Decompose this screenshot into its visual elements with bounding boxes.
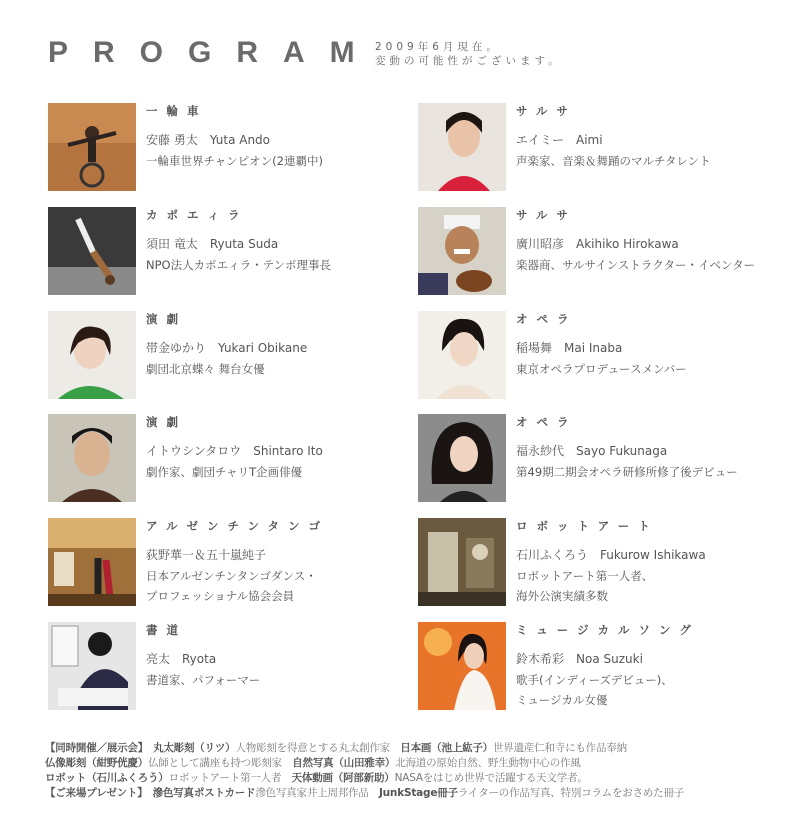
- desc-line: プロフェッショナル協会会員: [146, 589, 295, 603]
- genre-label: サルサ: [516, 208, 577, 222]
- performer-desc: [516, 255, 755, 275]
- desc-line: 歌手(インディーズデビュー)、: [516, 673, 673, 687]
- performer-name: 帯金ゆかり Yukari Obikane: [146, 341, 308, 355]
- present-item: JunkStage冊子: [378, 787, 458, 799]
- desc-line: 声楽家、音楽＆舞踊のマルチタレント: [516, 154, 711, 168]
- genre-label: 書道: [146, 623, 187, 637]
- desc-line: 日本アルゼンチンタンゴダンス・: [146, 569, 317, 583]
- performer-photo: [48, 311, 136, 399]
- performer-photo: [418, 103, 506, 191]
- exhibitor-name: 自然写真（山田雅幸）: [292, 757, 396, 769]
- page-title: PROGRAM: [48, 36, 380, 69]
- program-entry-calligraphy: [48, 622, 393, 714]
- performer-name: エイミー Aimi: [516, 133, 603, 147]
- performer-photo: [48, 414, 136, 502]
- performer-desc: [146, 670, 260, 690]
- desc-line: 楽器商、サルサインストラクター・イベンター: [516, 258, 756, 272]
- desc-line: 劇作家、劇団チャリT企画俳優: [146, 465, 303, 479]
- present-desc: ライターの作品写真、特別コラムをおさめた冊子: [457, 787, 685, 799]
- performer-desc: [146, 359, 265, 379]
- performer-photo: [48, 518, 136, 606]
- exhibitor-desc: 仏師として講座も持つ彫刻家: [148, 757, 293, 769]
- exhibitor-desc: 人物彫刻を得意とする丸太創作家: [235, 742, 401, 754]
- present-item: 滲色写真ポストカード: [152, 787, 256, 799]
- program-entry-musical-song: [418, 622, 763, 714]
- footer-line-present: [45, 786, 765, 801]
- desc-line: 海外公演実績多数: [516, 589, 608, 603]
- exhibitor-desc: 北海道の原始自然、野生動物中心の作風: [395, 757, 581, 769]
- desc-line: 劇団北京蝶々 舞台女優: [146, 362, 265, 376]
- exhibitor-name: 丸太彫刻（リツ）: [153, 742, 236, 754]
- desc-line: 書道家、パフォーマー: [146, 673, 261, 687]
- genre-label: 演劇: [146, 312, 187, 326]
- desc-line: 第49期二期会オペラ研修所修了後デビュー: [516, 465, 738, 479]
- program-entry-unicycle: [48, 103, 393, 195]
- genre-label: 演劇: [146, 415, 187, 429]
- performer-name: 廣川昭彦 Akihiko Hirokawa: [516, 237, 679, 251]
- performer-name: 須田 竜太 Ryuta Suda: [146, 237, 279, 251]
- exhibitor-name: 天体動画（阿部新助）: [291, 772, 395, 784]
- program-entry-robot-art: [418, 518, 763, 610]
- performer-desc: [516, 359, 687, 379]
- exhibitor-desc: ロボットアート第一人者: [168, 772, 292, 784]
- performer-desc: [516, 462, 738, 482]
- performer-photo: [418, 207, 506, 295]
- performer-name: 稲場舞 Mai Inaba: [516, 341, 623, 355]
- desc-line: ミュージカル女優: [516, 693, 608, 707]
- performer-name: 荻野華一＆五十嵐純子: [146, 548, 267, 562]
- performer-photo: [48, 622, 136, 710]
- program-entry-theater-obikane: [48, 311, 393, 403]
- program-entry-theater-ito: [48, 414, 393, 506]
- program-entry-opera-inaba: [418, 311, 763, 403]
- exhibitor-name: ロボット（石川ふくろう）: [45, 772, 169, 784]
- notice-change: 変動の可能性がございます。: [375, 55, 563, 67]
- genre-label: アルゼンチンタンゴ: [146, 519, 330, 533]
- section-label: 【同時開催／展示会】: [45, 742, 143, 754]
- performer-name: 亮太 Ryota: [146, 652, 217, 666]
- exhibitor-desc: NASAをはじめ世界で活躍する天文学者。: [394, 772, 588, 784]
- performer-name: イトウシンタロウ Shintaro Ito: [146, 444, 323, 458]
- schedule-notice: [375, 40, 563, 68]
- genre-label: オペラ: [516, 312, 578, 326]
- performer-photo: [418, 622, 506, 710]
- performer-photo: [48, 103, 136, 191]
- performer-desc: [516, 151, 711, 171]
- performer-photo: [418, 414, 506, 502]
- performer-photo: [48, 207, 136, 295]
- genre-label: カポエィラ: [146, 208, 249, 222]
- performer-desc: [146, 566, 317, 606]
- genre-label: ロボットアート: [516, 519, 659, 533]
- notice-date: 2009年6月現在。: [375, 41, 501, 53]
- performer-name: 安藤 勇太 Yuta Ando: [146, 133, 271, 147]
- performer-name: 福永紗代 Sayo Fukunaga: [516, 444, 668, 458]
- footer-line-exhibition-2: [45, 756, 765, 771]
- performer-desc: [146, 462, 302, 482]
- exhibitor-desc: 世界遺産仁和寺にも作品奉納: [492, 742, 627, 754]
- footer-line-exhibition-3: [45, 771, 765, 786]
- genre-label: ミュージカルソング: [516, 623, 700, 637]
- program-entry-salsa-aimi: [418, 103, 763, 195]
- section-label: 【ご来場プレゼント】: [45, 787, 143, 799]
- desc-line: 東京オペラプロデュースメンバー: [516, 362, 687, 376]
- genre-label: 一輪車: [146, 104, 208, 118]
- performer-desc: [516, 670, 673, 710]
- footer-line-exhibition-1: [45, 741, 765, 756]
- performer-photo: [418, 311, 506, 399]
- performer-desc: [146, 151, 323, 171]
- desc-line: ロボットアート第一人者、: [516, 569, 654, 583]
- desc-line: 一輪車世界チャンピオン(2連覇中): [146, 154, 323, 168]
- program-entry-opera-fukunaga: [418, 414, 763, 506]
- performer-desc: [516, 566, 653, 606]
- program-entry-capoeira: [48, 207, 393, 299]
- performer-desc: [146, 255, 331, 275]
- exhibitor-name: 日本画（池上紘子）: [400, 742, 493, 754]
- desc-line: NPO法人カポエィラ・テンポ理事長: [146, 258, 332, 272]
- present-desc: 滲色写真家井上周邦作品: [255, 787, 379, 799]
- program-entry-tango: [48, 518, 393, 610]
- exhibitor-name: 仏像彫刻（紺野侊慶）: [45, 757, 148, 769]
- program-entry-salsa-hirokawa: [418, 207, 763, 299]
- genre-label: オペラ: [516, 415, 578, 429]
- performer-name: 石川ふくろう Fukurow Ishikawa: [516, 548, 706, 562]
- event-info-footer: [45, 741, 765, 801]
- performer-photo: [418, 518, 506, 606]
- genre-label: サルサ: [516, 104, 577, 118]
- performer-name: 鈴木希彩 Noa Suzuki: [516, 652, 643, 666]
